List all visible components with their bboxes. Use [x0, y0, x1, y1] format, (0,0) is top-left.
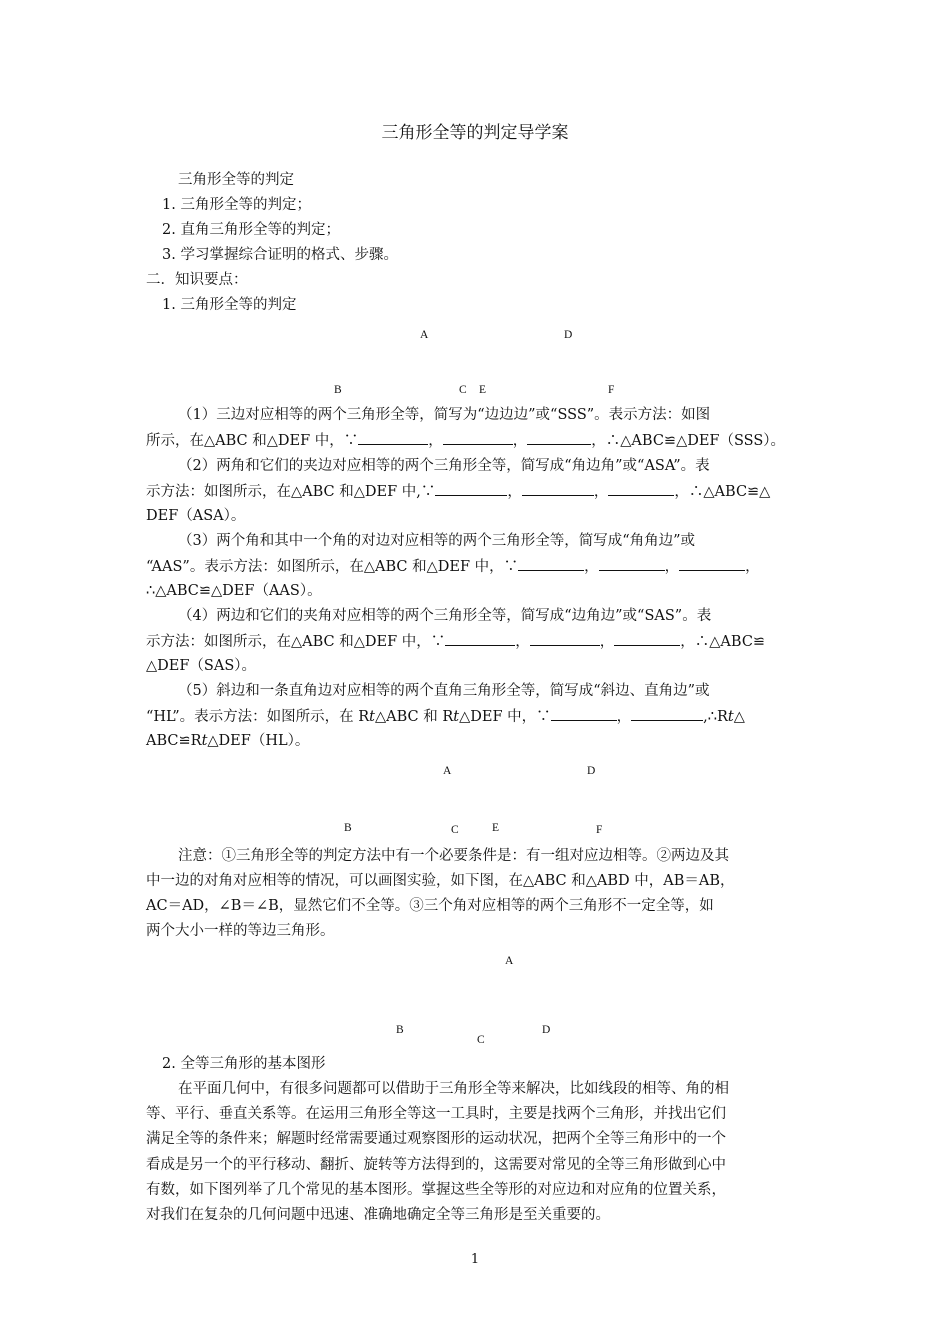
- asa-line-2: 示方法：如图所示，在△ABC 和△DEF 中,∵ ， ， ，∴△ABC≌△: [146, 484, 771, 500]
- page-title: 三角形全等的判定导学案: [381, 123, 569, 143]
- aas-line-3: ∴△ABC≌△DEF（AAS）。: [146, 583, 322, 599]
- note-line-4: 两个大小一样的等边三角形。: [146, 923, 335, 939]
- fig1-label-e: E: [479, 384, 487, 396]
- blank[interactable]: [631, 707, 703, 721]
- para-line-4: 看成是另一个的平行移动、翻折、旋转等方法得到的，这需要对常见的全等三角形做到心中: [146, 1157, 726, 1173]
- para-line-1: 在平面几何中，有很多问题都可以借助于三角形全等来解决，比如线段的相等、角的相: [178, 1081, 729, 1097]
- fig1-label-a: A: [420, 329, 429, 341]
- sas-line-3: △DEF（SAS）。: [146, 658, 257, 674]
- blank[interactable]: [518, 557, 584, 571]
- fig2-label-d: D: [587, 765, 596, 777]
- para-line-3: 满足全等的条件来；解题时经常需要通过观察图形的运动状况，把两个全等三角形中的一个: [146, 1131, 726, 1147]
- fig2-label-c: C: [451, 824, 459, 836]
- fig3-label-d: D: [542, 1024, 551, 1036]
- asa-line-1: （2）两角和它们的夹边对应相等的两个三角形全等，简写成“角边角”或“ASA”。表: [178, 458, 710, 474]
- note-line-3: AC＝AD，∠B＝∠B，显然它们不全等。③三个角对应相等的两个三角形不一定全等，如: [146, 898, 714, 914]
- fig3-label-b: B: [396, 1024, 404, 1036]
- subsection-2-heading: 2. 全等三角形的基本图形: [162, 1056, 326, 1072]
- blank[interactable]: [527, 431, 591, 445]
- fig1-label-c: C: [459, 384, 467, 396]
- blank[interactable]: [599, 557, 665, 571]
- blank[interactable]: [679, 557, 745, 571]
- fig2-label-f: F: [596, 824, 603, 836]
- intro-heading: 三角形全等的判定: [178, 172, 294, 188]
- intro-item-2: 2. 直角三角形全等的判定；: [162, 222, 340, 238]
- sss-line-1: （1）三边对应相等的两个三角形全等，简写为“边边边”或“SSS”。表示方法：如图: [178, 407, 711, 423]
- note-line-2: 中一边的对角对应相等的情况，可以画图实验，如下图，在△ABC 和△ABD 中，AB＝AB，: [146, 873, 735, 889]
- para-line-5: 有数，如下图列举了几个常见的基本图形。掌握这些全等形的对应边和对应角的位置关系，: [146, 1182, 726, 1198]
- blank[interactable]: [445, 632, 515, 646]
- fig3-label-c: C: [477, 1034, 485, 1046]
- blank[interactable]: [443, 431, 513, 445]
- hl-line-2: “HL”。表示方法：如图所示，在 Rt△ABC 和 Rt△DEF 中，∵ ， ,∴Rt△: [146, 709, 745, 725]
- note-line-1: 注意：①三角形全等的判定方法中有一个必要条件是：有一组对应边相等。②两边及其: [178, 848, 729, 864]
- blank[interactable]: [608, 482, 674, 496]
- blank[interactable]: [522, 482, 594, 496]
- fig1-label-b: B: [334, 384, 342, 396]
- aas-line-2: “AAS”。表示方法：如图所示，在△ABC 和△DEF 中，∵ ， ， ，: [146, 559, 760, 575]
- blank[interactable]: [435, 482, 507, 496]
- subsection-1-heading: 1. 三角形全等的判定: [162, 297, 297, 313]
- blank[interactable]: [551, 707, 617, 721]
- asa-line-3: DEF（ASA）。: [146, 508, 246, 524]
- blank[interactable]: [358, 431, 428, 445]
- blank[interactable]: [614, 632, 680, 646]
- fig1-label-f: F: [608, 384, 615, 396]
- hl-line-3: ABC≌Rt△DEF（HL）。: [146, 733, 310, 749]
- para-line-6: 对我们在复杂的几何问题中迅速、准确地确定全等三角形是至关重要的。: [146, 1207, 610, 1223]
- sas-line-2: 示方法：如图所示，在△ABC 和△DEF 中，∵ ， ， ，∴△ABC≌: [146, 634, 766, 650]
- sas-line-1: （4）两边和它们的夹角对应相等的两个三角形全等，简写成“边角边”或“SAS”。表: [178, 608, 712, 624]
- aas-line-1: （3）两个角和其中一个角的对边对应相等的两个三角形全等，简写成“角角边”或: [178, 533, 696, 549]
- section-2-heading: 二．知识要点：: [146, 272, 248, 288]
- sss-line-2: 所示，在△ABC 和△DEF 中，∵ ， ， ，∴△ABC≌△DEF（SSS）。: [146, 433, 786, 449]
- blank[interactable]: [530, 632, 600, 646]
- fig2-label-a: A: [443, 765, 452, 777]
- fig2-label-e: E: [492, 822, 500, 834]
- hl-line-1: （5）斜边和一条直角边对应相等的两个直角三角形全等，简写成“斜边、直角边”或: [178, 683, 710, 699]
- intro-item-3: 3. 学习掌握综合证明的格式、步骤。: [162, 247, 398, 263]
- para-line-2: 等、平行、垂直关系等。在运用三角形全等这一工具时，主要是找两个三角形，并找出它们: [146, 1106, 726, 1122]
- intro-item-1: 1. 三角形全等的判定；: [162, 197, 311, 213]
- page-number: 1: [470, 1252, 480, 1267]
- fig3-label-a: A: [505, 955, 514, 967]
- fig1-label-d: D: [564, 329, 573, 341]
- fig2-label-b: B: [344, 822, 352, 834]
